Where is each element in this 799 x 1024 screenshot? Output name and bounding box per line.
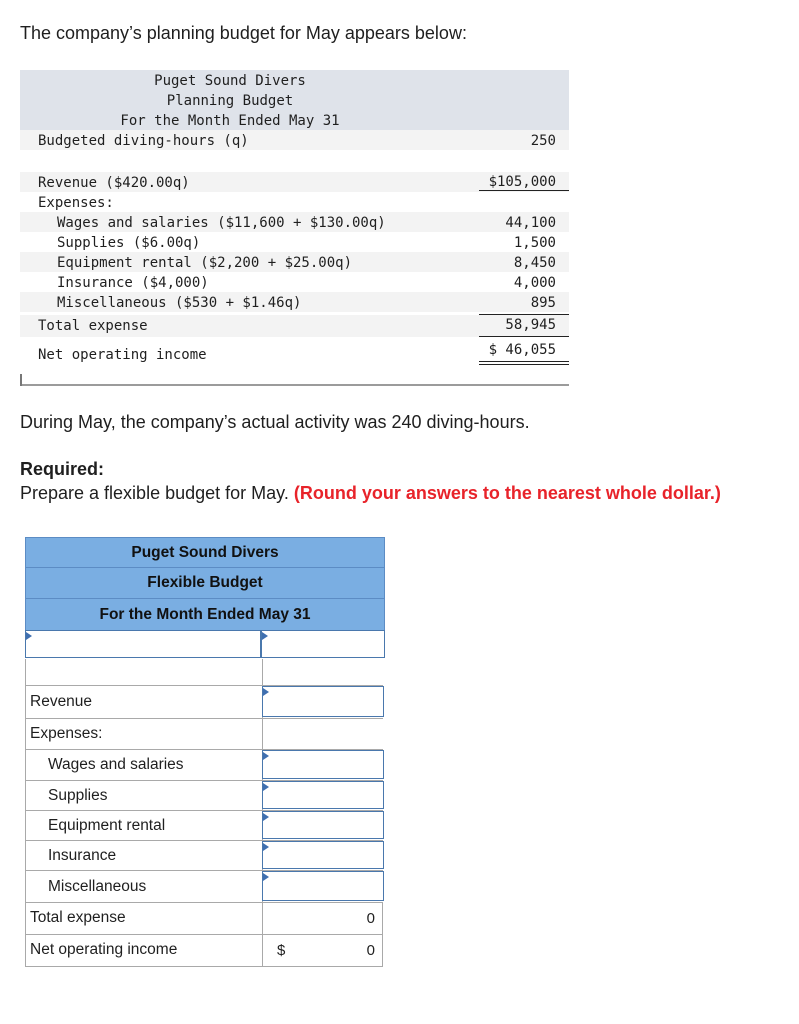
pb-expenses-label: Expenses: <box>38 195 114 211</box>
pb-title: Planning Budget <box>166 93 294 109</box>
planning-budget-table <box>20 70 569 386</box>
fb-equipment-rental-input[interactable] <box>262 811 384 839</box>
fb-expenses-label: Expenses: <box>30 725 103 742</box>
pb-expense-label: Insurance ($4,000) <box>57 275 209 291</box>
pb-expense-label: Wages and salaries ($11,600 + $130.00q) <box>57 215 386 231</box>
pb-period: For the Month Ended May 31 <box>120 113 340 129</box>
pb-activity-label: Budgeted diving-hours (q) <box>38 133 249 149</box>
input-flag-icon <box>262 632 268 640</box>
fb-noi-value: 0 <box>366 942 375 959</box>
input-flag-icon <box>263 752 269 760</box>
fb-expense-label: Insurance <box>48 847 117 864</box>
fb-company: Puget Sound Divers <box>25 537 385 568</box>
pb-expense-value: 4,000 <box>513 275 556 291</box>
prepare-instruction: Prepare a flexible budget for May. (Round your answers to the nearest whole dollar.) <box>20 483 721 503</box>
pb-noi-label: Net operating income <box>38 347 207 363</box>
fb-header-label-input[interactable] <box>25 630 261 658</box>
fb-noi-currency: $ <box>277 942 286 959</box>
pb-activity-value: 250 <box>530 133 556 149</box>
input-flag-icon <box>263 873 269 881</box>
fb-period: For the Month Ended May 31 <box>25 598 385 631</box>
pb-revenue-label: Revenue ($420.00q) <box>38 175 190 191</box>
pb-total-expense-label: Total expense <box>38 318 148 334</box>
pb-company: Puget Sound Divers <box>154 73 306 89</box>
input-flag-icon <box>263 843 269 851</box>
pb-expense-value: 44,100 <box>505 215 556 231</box>
pb-expense-value: 1,500 <box>513 235 556 251</box>
required-label: Required: <box>20 459 105 479</box>
pb-revenue-value: $105,000 <box>488 174 556 190</box>
fb-noi-label: Net operating income <box>30 941 178 958</box>
fb-title: Flexible Budget <box>25 567 385 599</box>
pb-expense-label: Equipment rental ($2,200 + $25.00q) <box>57 255 353 271</box>
input-flag-icon <box>263 688 269 696</box>
pb-expense-label: Miscellaneous ($530 + $1.46q) <box>57 295 302 311</box>
input-flag-icon <box>263 783 269 791</box>
fb-expense-label: Wages and salaries <box>48 756 184 773</box>
input-flag-icon <box>263 813 269 821</box>
fb-revenue-input[interactable] <box>262 686 384 717</box>
pb-expense-value: 895 <box>530 295 556 311</box>
input-flag-icon <box>26 632 32 640</box>
fb-header-value-input[interactable] <box>261 630 385 658</box>
fb-wages-input[interactable] <box>262 750 384 779</box>
actual-activity-text: During May, the company’s actual activity was 240 diving-hours. <box>20 412 530 432</box>
round-note: (Round your answers to the nearest whole dollar.) <box>293 483 721 503</box>
fb-revenue-label: Revenue <box>30 693 93 710</box>
fb-expense-label: Equipment rental <box>48 817 166 834</box>
pb-total-expense-value: 58,945 <box>505 317 556 333</box>
fb-expense-label: Miscellaneous <box>48 878 147 895</box>
fb-supplies-input[interactable] <box>262 781 384 809</box>
pb-noi-value: $ 46,055 <box>488 342 556 358</box>
fb-expense-label: Supplies <box>48 787 108 804</box>
fb-total-expense-label: Total expense <box>30 909 126 926</box>
pb-expense-value: 8,450 <box>513 255 556 271</box>
fb-insurance-input[interactable] <box>262 841 384 869</box>
fb-total-expense-value: 0 <box>366 910 375 927</box>
pb-expense-label: Supplies ($6.00q) <box>57 235 201 251</box>
intro-text: The company’s planning budget for May appears below: <box>20 23 467 43</box>
fb-miscellaneous-input[interactable] <box>262 871 384 901</box>
